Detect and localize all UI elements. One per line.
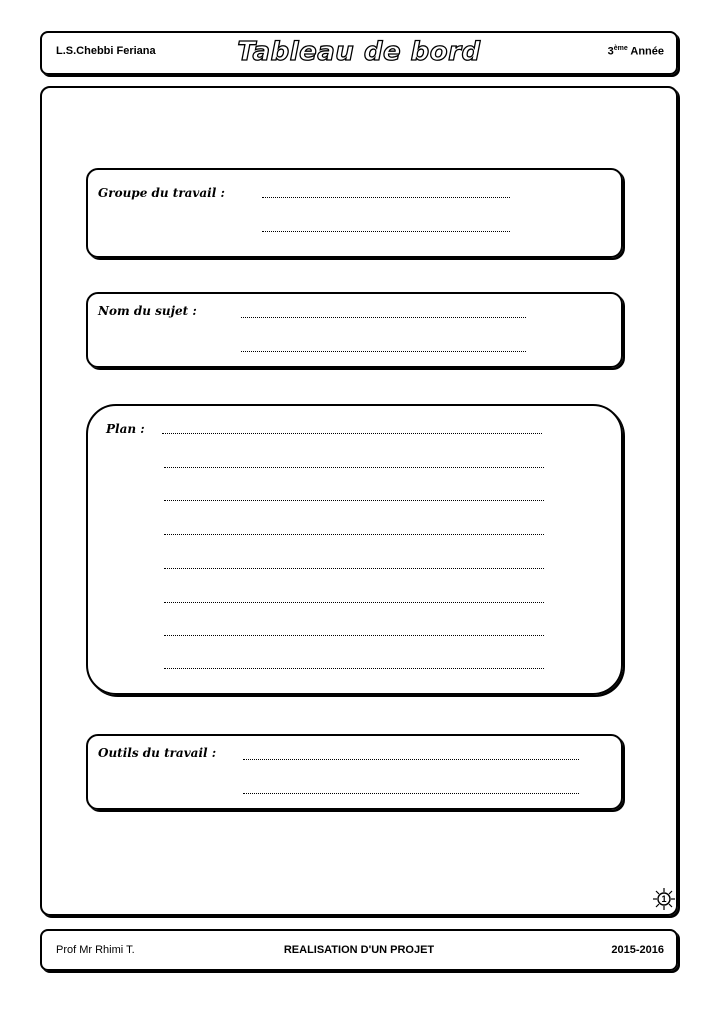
plan-line-8[interactable] bbox=[164, 668, 544, 669]
project-title: REALISATION D'UN PROJET bbox=[283, 944, 435, 956]
page-number: 1 bbox=[661, 894, 667, 905]
school-name: L.S.Chebbi Feriana bbox=[56, 45, 156, 57]
class-level-number: 3 bbox=[607, 45, 614, 58]
plan-box bbox=[86, 404, 623, 695]
class-level bbox=[608, 45, 664, 58]
teacher-name: Prof Mr Rhimi T. bbox=[56, 944, 135, 956]
sun-page-number-icon bbox=[652, 887, 676, 911]
sujet-line-1[interactable] bbox=[241, 317, 526, 318]
plan-line-2[interactable] bbox=[164, 467, 544, 468]
groupe-label: Groupe du travail : bbox=[98, 186, 225, 200]
school-year: 2015-2016 bbox=[611, 944, 664, 956]
class-level-word: Année bbox=[627, 45, 664, 58]
plan-line-1[interactable] bbox=[162, 433, 542, 434]
sujet-line-2[interactable] bbox=[241, 351, 526, 352]
plan-line-3[interactable] bbox=[164, 500, 544, 501]
outils-line-2[interactable] bbox=[243, 793, 579, 794]
groupe-box bbox=[86, 168, 623, 258]
page-title: Tableau de bord bbox=[237, 37, 481, 67]
plan-line-5[interactable] bbox=[164, 568, 544, 569]
plan-line-6[interactable] bbox=[164, 602, 544, 603]
page-footer bbox=[40, 929, 678, 971]
groupe-line-1[interactable] bbox=[262, 197, 510, 198]
plan-line-7[interactable] bbox=[164, 635, 544, 636]
class-level-suffix: ème bbox=[613, 45, 628, 52]
plan-line-4[interactable] bbox=[164, 534, 544, 535]
plan-label: Plan : bbox=[106, 422, 145, 436]
groupe-line-2[interactable] bbox=[262, 231, 510, 232]
outils-label: Outils du travail : bbox=[98, 746, 217, 760]
page-header bbox=[40, 31, 678, 75]
sujet-label: Nom du sujet : bbox=[98, 304, 197, 318]
outils-line-1[interactable] bbox=[243, 759, 579, 760]
